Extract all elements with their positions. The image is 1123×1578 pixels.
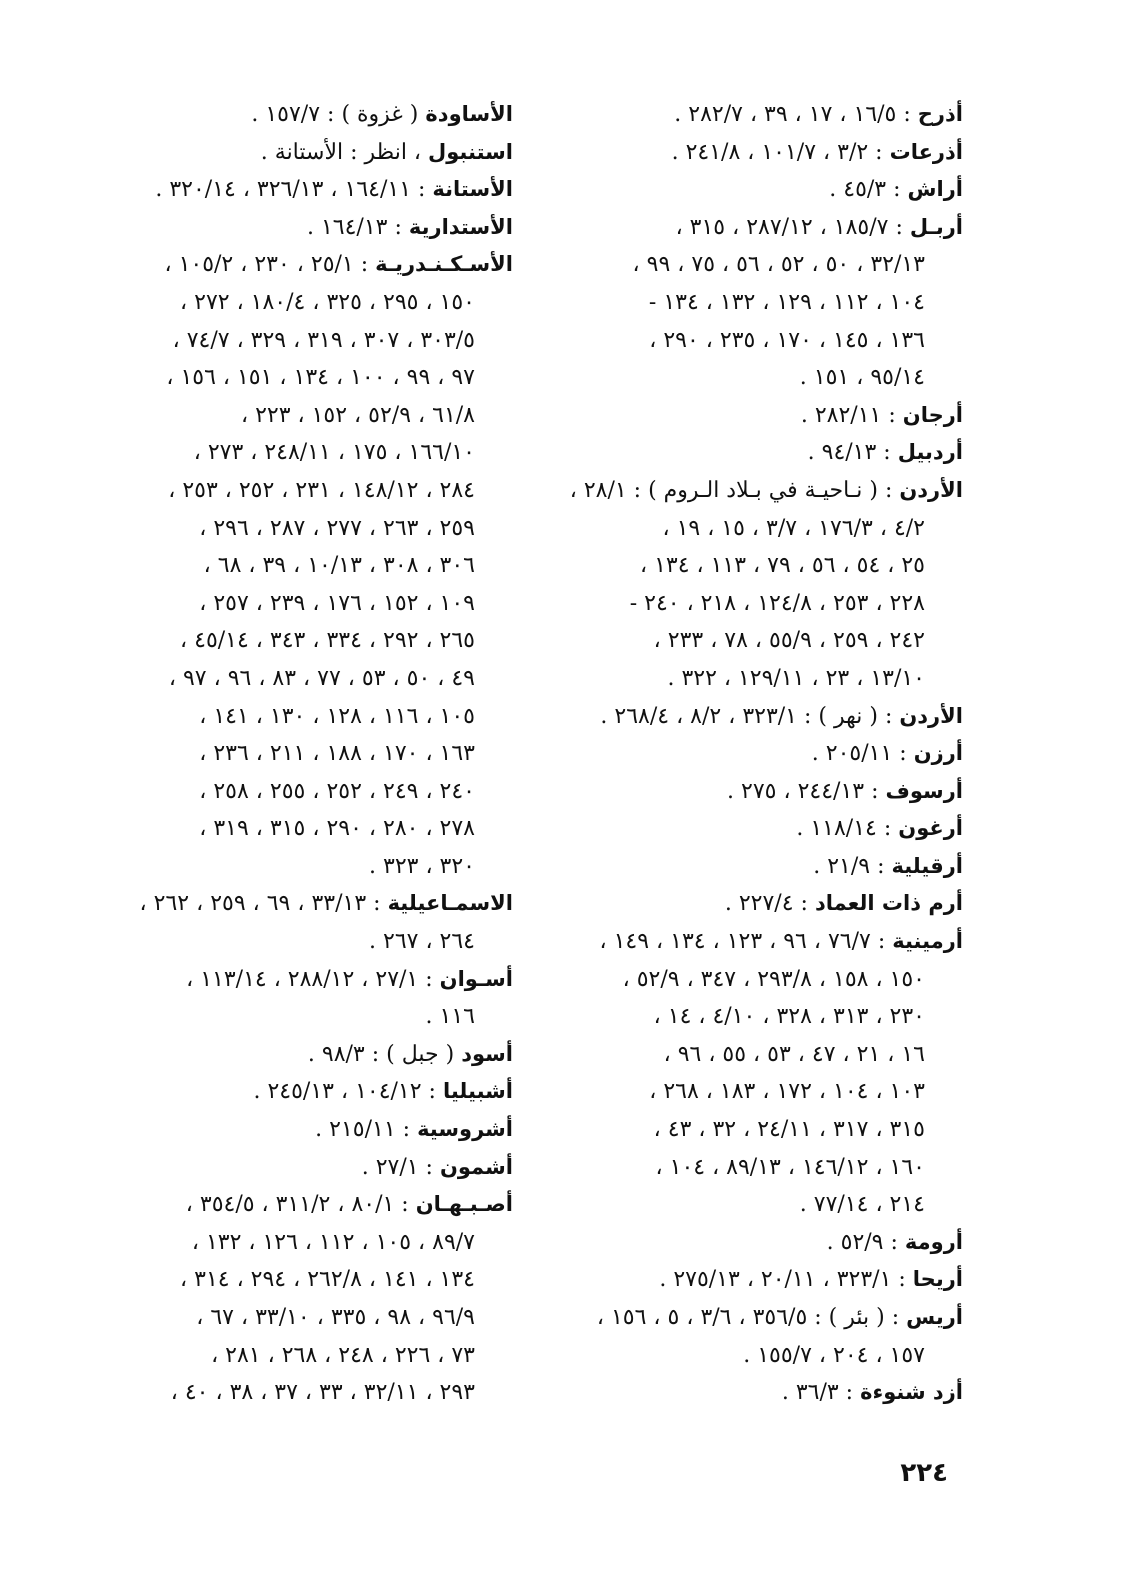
index-entry-continuation — [548, 359, 963, 397]
entry-headword: أشبيليا — [442, 1079, 513, 1104]
entry-headword: أرمينية — [892, 929, 963, 954]
entry-references: ٨٩/٧ ، ١٠٥ ، ١١٢ ، ١٢٦ ، ١٣٢ ، — [191, 1229, 475, 1255]
entry-references: ٢٥ ، ٥٤ ، ٥٦ ، ٧٩ ، ١١٣ ، ١٣٤ ، — [639, 553, 925, 579]
entry-references: ٦١/٨ ، ٥٢/٩ ، ١٥٢ ، ٢٢٣ ، — [240, 402, 475, 428]
entry-headword: الأستدارية — [408, 214, 513, 239]
entry-references: ١٣/١٠ ، ٢٣ ، ١٢٩/١١ ، ٣٢٢ . — [667, 665, 925, 691]
entry-references: : ٣٦/٣ . — [781, 1380, 861, 1406]
entry-references: : ٧٦/٧ ، ٩٦ ، ١٢٣ ، ١٣٤ ، ١٤٩ ، — [599, 929, 893, 955]
index-entry — [548, 885, 963, 923]
index-entry-continuation — [103, 698, 513, 736]
entry-headword: أريحا — [912, 1267, 963, 1292]
index-entry-continuation — [548, 1073, 963, 1111]
entry-references: : ( نـاحيـة في بـلاد الـروم ) : ٢٨/١ ، — [569, 477, 900, 503]
entry-headword: أريس — [906, 1305, 963, 1329]
entry-headword: أسود — [461, 1041, 513, 1066]
entry-references: ٣١٥ ، ٣١٧ ، ٢٤/١١ ، ٣٢ ، ٤٣ ، — [653, 1117, 925, 1143]
entry-references: ( غزوة ) : ١٥٧/٧ . — [251, 102, 426, 127]
entry-references: ٢٤٠ ، ٢٤٩ ، ٢٥٢ ، ٢٥٥ ، ٢٥٨ ، — [199, 778, 475, 804]
entry-references: ٢٤٢ ، ٢٥٩ ، ٥٥/٩ ، ٧٨ ، ٢٣٣ ، — [653, 628, 925, 654]
entry-references: : ٤٥/٣ . — [829, 177, 908, 203]
index-entry-continuation — [103, 1374, 513, 1412]
entry-references: ٢٩٣ ، ٣٢/١١ ، ٣٣ ، ٣٧ ، ٣٨ ، ٤٠ ، — [170, 1380, 475, 1406]
entry-headword: استنبول — [428, 139, 513, 164]
index-entry-continuation — [103, 998, 513, 1036]
entry-headword: أراش — [907, 177, 963, 202]
entry-references: : ١٦٤/١١ ، ٣٢٦/١٣ ، ٣٢٠/١٤ . — [155, 177, 433, 203]
index-entry — [103, 1149, 513, 1187]
entry-references: : ٢٨٢/١١ . — [800, 402, 903, 428]
entry-headword: الأستانة — [432, 177, 513, 202]
entry-references: : ٣٢٣/١ ، ٢٠/١١ ، ٢٧٥/١٣ . — [659, 1267, 913, 1293]
entry-references: ١٠٥ ، ١١٦ ، ١٢٨ ، ١٣٠ ، ١٤١ ، — [199, 703, 475, 729]
entry-references: ١٣٦ ، ١٤٥ ، ١٧٠ ، ٢٣٥ ، ٢٩٠ ، — [649, 327, 925, 353]
entry-references: ١٦٦/١٠ ، ١٧٥ ، ٢٤٨/١١ ، ٢٧٣ ، — [193, 440, 475, 466]
index-entry-continuation — [548, 622, 963, 660]
index-column-right — [548, 96, 963, 1412]
entry-headword: أردبيل — [897, 440, 963, 465]
index-entry-continuation — [103, 660, 513, 698]
index-entry-continuation — [548, 1337, 963, 1375]
index-entry — [548, 1299, 963, 1337]
index-entry — [548, 96, 963, 134]
index-entry-continuation — [548, 246, 963, 284]
entry-headword: الأردن — [899, 703, 963, 728]
entry-references: ٤٩ ، ٥٠ ، ٥٣ ، ٧٧ ، ٨٣ ، ٩٦ ، ٩٧ ، — [168, 665, 475, 691]
entry-references: ٣٢٠ ، ٣٢٣ . — [369, 853, 475, 879]
entry-headword: الأردن — [899, 477, 963, 502]
page-number: ٢٢٤ — [900, 1458, 948, 1488]
index-entry — [103, 1036, 513, 1074]
index-entry-continuation — [548, 585, 963, 623]
index-entry — [548, 1374, 963, 1412]
entry-references: : ٥٢/٩ . — [826, 1229, 905, 1255]
entry-references: ١٦٠ ، ١٤٦/١٢ ، ٨٩/١٣ ، ١٠٤ ، — [655, 1154, 925, 1180]
entry-references: ١٠٤ ، ١١٢ ، ١٢٩ ، ١٣٢ ، ١٣٤ - — [648, 289, 925, 315]
entry-references: ٤/٢ ، ١٧٦/٣ ، ٣/٧ ، ١٥ ، ١٩ ، — [662, 515, 925, 541]
index-entry-continuation — [548, 1036, 963, 1074]
index-entry — [548, 397, 963, 435]
entry-references: ٢٥٩ ، ٢٦٣ ، ٢٧٧ ، ٢٨٧ ، ٢٩٦ ، — [199, 515, 475, 541]
entry-references: : ١٦/٥ ، ١٧ ، ٣٩ ، ٢٨٢/٧ . — [674, 102, 918, 127]
entry-references: ٣٢/١٣ ، ٥٠ ، ٥٢ ، ٥٦ ، ٧٥ ، ٩٩ ، — [632, 252, 925, 278]
entry-references: ١٦٣ ، ١٧٠ ، ١٨٨ ، ٢١١ ، ٢٣٦ ، — [199, 741, 475, 767]
entry-headword: أسـوان — [439, 966, 513, 991]
index-entry — [103, 1073, 513, 1111]
entry-references: ، انظر : الأستانة . — [260, 139, 429, 165]
index-entry-continuation — [103, 773, 513, 811]
entry-references: ٢٣٠ ، ٣١٣ ، ٣٢٨ ، ٤/١٠ ، ١٤ ، — [653, 1004, 925, 1030]
index-entry-continuation — [103, 810, 513, 848]
index-entry — [103, 96, 513, 134]
entry-references: ١٠٩ ، ١٥٢ ، ١٧٦ ، ٢٣٩ ، ٢٥٧ ، — [199, 590, 475, 616]
index-entry-continuation — [103, 547, 513, 585]
entry-references: : ٢٥/١ ، ٢٣٠ ، ١٠٥/٢ ، — [164, 252, 376, 278]
entry-references: : ١٨٥/٧ ، ٢٨٧/١٢ ، ٣١٥ ، — [675, 214, 910, 240]
index-entry-continuation — [103, 434, 513, 472]
index-entry-continuation — [548, 1186, 963, 1224]
entry-headword: أشروسية — [417, 1117, 513, 1142]
entry-references: : ٨٠/١ ، ٣١١/٢ ، ٣٥٤/٥ ، — [185, 1192, 416, 1218]
index-entry — [103, 171, 513, 209]
index-entry — [548, 698, 963, 736]
index-entry-continuation — [548, 284, 963, 322]
index-entry-continuation — [548, 1149, 963, 1187]
index-entry-continuation — [103, 284, 513, 322]
entry-references: : ٣٣/١٣ ، ٦٩ ، ٢٥٩ ، ٢٦٢ ، — [139, 891, 388, 917]
index-entry-continuation — [103, 397, 513, 435]
entry-references: ١١٦ . — [425, 1004, 475, 1030]
entry-headword: الاسمـاعيلية — [387, 891, 513, 916]
entry-references: ( جبل ) : ٩٨/٣ . — [307, 1041, 462, 1067]
entry-headword: أرومة — [904, 1229, 963, 1254]
index-entry-continuation — [103, 1299, 513, 1337]
entry-references: : ١٦٤/١٣ . — [306, 214, 409, 240]
index-entry-continuation — [103, 322, 513, 360]
entry-headword: الأساودة — [425, 102, 513, 126]
index-entry-continuation — [103, 359, 513, 397]
index-entry — [548, 209, 963, 247]
index-entry-continuation — [103, 848, 513, 886]
entry-references: : ٢٢٧/٤ . — [724, 891, 815, 917]
index-entry-continuation — [103, 510, 513, 548]
index-entry-continuation — [548, 961, 963, 999]
index-entry-continuation — [103, 622, 513, 660]
entry-headword: أرجان — [902, 402, 963, 427]
index-entry — [548, 171, 963, 209]
entry-references: ٢٧٨ ، ٢٨٠ ، ٢٩٠ ، ٣١٥ ، ٣١٩ ، — [199, 816, 475, 842]
index-entry-continuation — [103, 1261, 513, 1299]
entry-references: ١٥٠ ، ٢٩٥ ، ٣٢٥ ، ١٨٠/٤ ، ٢٧٢ ، — [180, 289, 475, 315]
index-entry-continuation — [103, 1224, 513, 1262]
index-entry-continuation — [548, 547, 963, 585]
entry-references: ٢٦٤ ، ٢٦٧ . — [369, 929, 475, 955]
index-entry-continuation — [103, 472, 513, 510]
entry-references: : ٢١٥/١١ . — [315, 1117, 418, 1143]
index-entry — [548, 472, 963, 510]
index-entry — [103, 209, 513, 247]
entry-headword: أشمون — [439, 1154, 513, 1179]
entry-references: ١٦ ، ٢١ ، ٤٧ ، ٥٣ ، ٥٥ ، ٩٦ ، — [663, 1041, 925, 1067]
entry-headword: أرغون — [898, 816, 963, 841]
index-entry — [548, 810, 963, 848]
index-entry-continuation — [103, 923, 513, 961]
entry-references: ١٣٤ ، ١٤١ ، ٢٦٢/٨ ، ٢٩٤ ، ٣١٤ ، — [180, 1267, 475, 1293]
entry-headword: أذرعات — [889, 139, 963, 164]
entry-headword: أصـبـهـان — [415, 1192, 513, 1217]
index-entry — [548, 923, 963, 961]
entry-references: ٣٠٦ ، ٣٠٨ ، ١٠/١٣ ، ٣٩ ، ٦٨ ، — [203, 553, 475, 579]
entry-headword: أرزن — [913, 741, 963, 766]
entry-headword: أرسوف — [885, 778, 963, 803]
index-entry-continuation — [548, 998, 963, 1036]
entry-headword: أزد شنوءة — [860, 1380, 963, 1405]
entry-references: ٩٥/١٤ ، ١٥١ . — [799, 365, 925, 391]
entry-references: ٩٦/٩ ، ٩٨ ، ٣٣٥ ، ٣٣/١٠ ، ٦٧ ، — [196, 1305, 475, 1330]
entry-references: : ٢١/٩ . — [813, 853, 892, 879]
index-entry — [548, 773, 963, 811]
entry-references: : ٣/٢ ، ١٠١/٧ ، ٢٤١/٨ . — [671, 139, 890, 165]
entry-references: ٢١٤ ، ٧٧/١٤ . — [799, 1192, 925, 1218]
entry-references: ٣٠٣/٥ ، ٣٠٧ ، ٣١٩ ، ٣٢٩ ، ٧٤/٧ ، — [172, 327, 475, 353]
entry-references: : ٢٠٥/١١ . — [811, 741, 914, 767]
index-entry — [548, 1261, 963, 1299]
entry-headword: أربـل — [909, 214, 963, 239]
index-entry — [103, 134, 513, 172]
entry-headword: أرقيلية — [891, 853, 963, 878]
entry-references: : ٢٧/١ ، ٢٨٨/١٢ ، ١١٣/١٤ ، — [186, 966, 440, 992]
entry-references: : ٢٧/١ . — [361, 1154, 440, 1180]
index-entry — [548, 1224, 963, 1262]
index-entry — [103, 1186, 513, 1224]
index-entry-continuation — [103, 585, 513, 623]
index-entry-continuation — [103, 1337, 513, 1375]
entry-headword: أذرح — [917, 102, 963, 126]
index-entry — [103, 961, 513, 999]
entry-references: ١٠٣ ، ١٠٤ ، ١٧٢ ، ١٨٣ ، ٢٦٨ ، — [649, 1079, 925, 1105]
entry-references: : ٢٤٤/١٣ ، ٢٧٥ . — [727, 778, 886, 804]
entry-references: ٩٧ ، ٩٩ ، ١٠٠ ، ١٣٤ ، ١٥١ ، ١٥٦ ، — [166, 365, 475, 391]
index-entry — [103, 246, 513, 284]
index-entry-continuation — [548, 660, 963, 698]
entry-references: ٢٨٤ ، ١٤٨/١٢ ، ٢٣١ ، ٢٥٢ ، ٢٥٣ ، — [168, 477, 475, 503]
entry-references: ١٥٧ ، ٢٠٤ ، ١٥٥/٧ . — [743, 1342, 925, 1368]
index-entry-continuation — [548, 510, 963, 548]
index-entry — [103, 1111, 513, 1149]
entry-references: : ( نهر ) : ٣٢٣/١ ، ٨/٢ ، ٢٦٨/٤ . — [600, 703, 900, 729]
entry-references: : ٩٤/١٣ . — [807, 440, 898, 466]
index-entry — [548, 434, 963, 472]
entry-references: : ١١٨/١٤ . — [796, 816, 899, 842]
index-entry — [548, 134, 963, 172]
index-entry-continuation — [103, 735, 513, 773]
index-entry — [548, 735, 963, 773]
entry-references: ٢٢٨ ، ٢٥٣ ، ١٢٤/٨ ، ٢١٨ ، ٢٤٠ - — [629, 590, 925, 616]
entry-references: ٢٦٥ ، ٢٩٢ ، ٣٣٤ ، ٣٤٣ ، ٤٥/١٤ ، — [180, 628, 475, 654]
entry-headword: الأسـكـنـدريـة — [375, 252, 513, 277]
entry-headword: أرم ذات العماد — [814, 891, 963, 916]
index-column-left — [103, 96, 513, 1412]
entry-references: ١٥٠ ، ١٥٨ ، ٢٩٣/٨ ، ٣٤٧ ، ٥٢/٩ ، — [622, 966, 925, 992]
index-entry — [103, 885, 513, 923]
index-entry — [548, 848, 963, 886]
entry-references: : ١٠٤/١٢ ، ٢٤٥/١٣ . — [253, 1079, 443, 1105]
index-entry-continuation — [548, 322, 963, 360]
index-entry-continuation — [548, 1111, 963, 1149]
entry-references: ٧٣ ، ٢٢٦ ، ٢٤٨ ، ٢٦٨ ، ٢٨١ ، — [211, 1342, 475, 1368]
entry-references: : ( بئر ) : ٣٥٦/٥ ، ٣/٦ ، ٥ ، ١٥٦ ، — [596, 1305, 907, 1330]
